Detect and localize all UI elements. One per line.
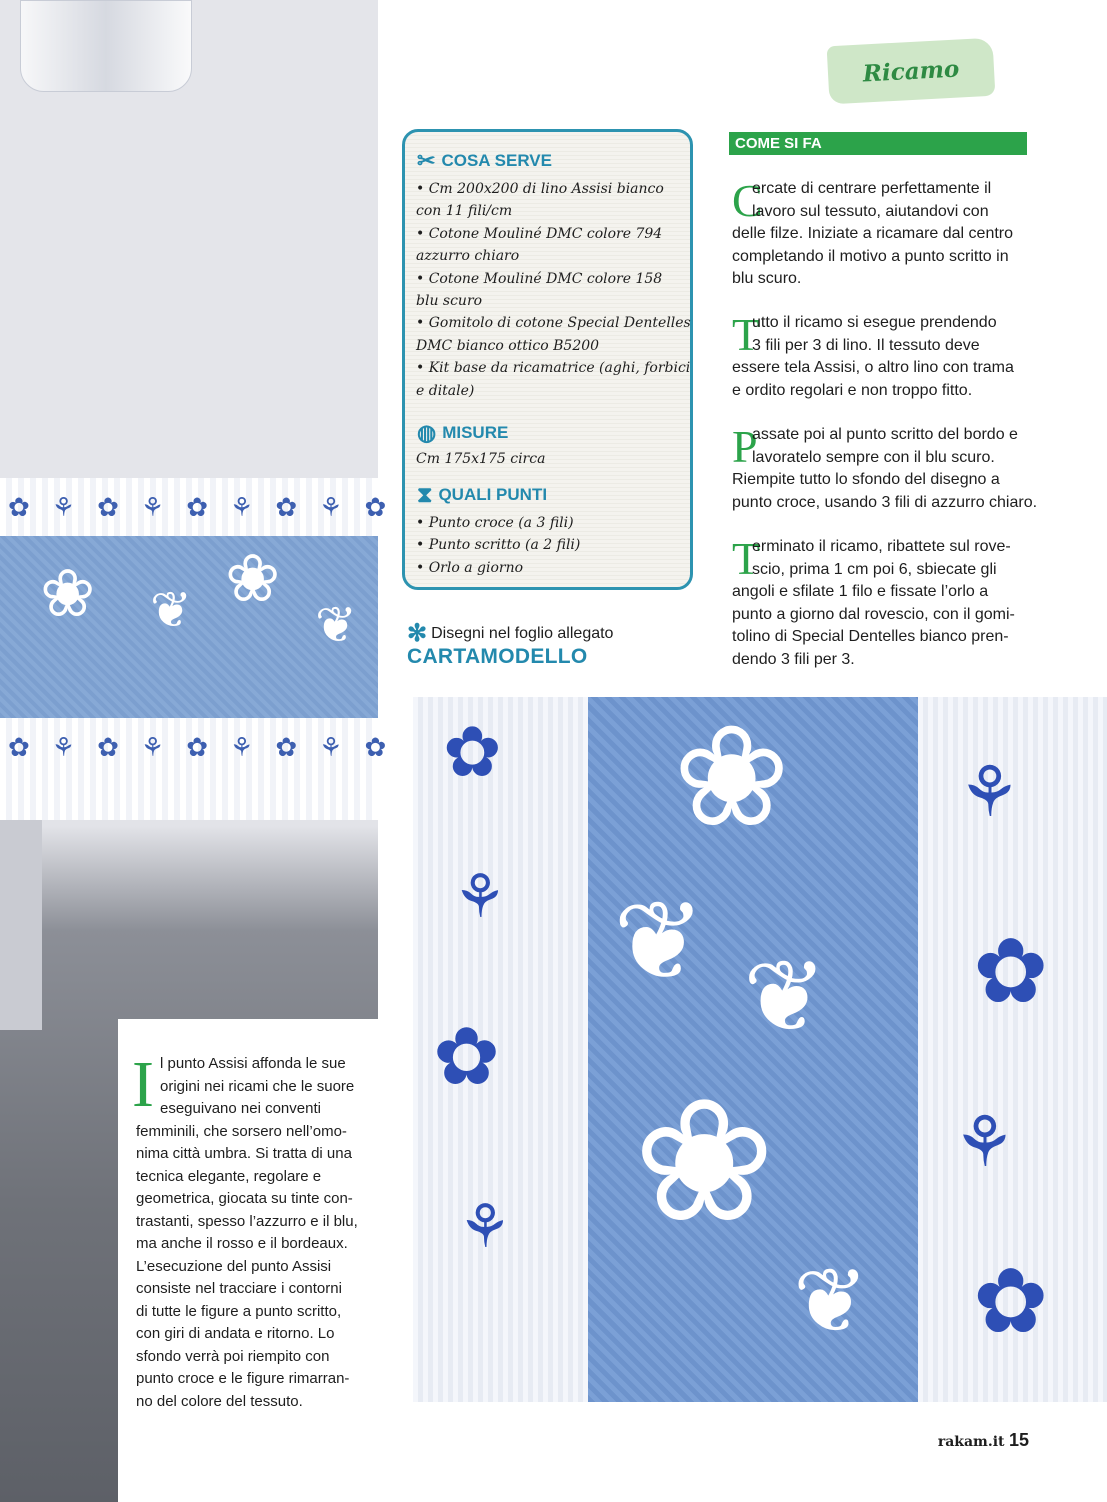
needed-line: • Gomitolo di cotone Special Dentelles [416,315,691,332]
glass-dish [20,0,192,92]
drop-cap: T [732,309,761,360]
text-line: consiste nel tracciare i contorni [136,1280,342,1297]
instructions-paragraph-3 [732,421,1038,514]
text-line: no del colore del tessuto. [136,1392,303,1410]
text-line: scio, prima 1 cm poi 6, sbiecate gli [752,560,997,578]
pattern-title: CARTAMODELLO [407,645,588,668]
drop-cap: I [132,1048,154,1121]
drop-cap: P [732,421,758,472]
needed-line: • Kit base da ricamatrice (aghi, forbici [416,360,691,377]
instructions-paragraph-2 [732,309,1028,402]
pattern-note [407,622,613,646]
embroidery-closeup-photo: ✿ ⚘ ✿ ⚘ ❀ ❦ ❦ ❀ ❦ ⚘ ✿ ⚘ ✿ [413,697,1107,1402]
page-folio [938,1430,1029,1451]
embroidered-border-top: ✿ ⚘ ✿ ⚘ ✿ ⚘ ✿ ⚘ ✿ [0,478,378,536]
text-line: con giri di andata e ritorno. Lo [136,1325,335,1342]
tape-measure-icon: ◍ [417,420,437,445]
embroidered-border-bottom: ✿ ⚘ ✿ ⚘ ✿ ⚘ ✿ ⚘ ✿ [0,718,378,778]
text-line: dendo 3 fili per 3. [732,650,855,668]
sidebar-text [136,1053,372,1413]
text-line: nima città umbra. Si tratta di una [136,1145,352,1162]
instructions-paragraph-1 [732,175,1028,291]
text-line: L’esecuzione del punto Assisi [136,1257,332,1275]
text-line: l punto Assisi affonda le sue [160,1055,346,1072]
stitch-item: • Punto croce (a 3 fili) [416,515,574,531]
instructions-paragraph-4 [732,533,1028,671]
text-line: essere tela Assisi, o altro lino con trama [732,359,1014,376]
site-name: rakam.it [937,1434,1005,1450]
text-line: sfondo verrà poi riempito con [136,1347,330,1365]
text-line: erminato il ricamo, ribattete sul rove- [752,538,1011,555]
text-line: utto il ricamo si esegue prendendo [752,314,997,331]
text-line: angoli e sfilate 1 filo e fissate l’orlo a [732,583,989,600]
needed-line: • Cm 200x200 di lino Assisi bianco [416,181,664,197]
text-line: ercate di centrare perfettamente il [752,180,992,197]
text-line: tolino di Special Dentelles bianco pren- [732,628,1009,645]
thread-spool-icon: ⧗ [417,482,433,507]
text-line: lavoratelo sempre con il blu scuro. [752,448,995,466]
asterisk-icon: ✻ [407,620,428,647]
page-number: 15 [1008,1430,1029,1450]
text-line: Riempite tutto lo sfondo del disegno a [732,471,1000,488]
text-line: 3 fili per 3 di lino. Il tessuto deve [752,336,980,354]
stitch-item: • Orlo a giorno [416,559,524,576]
section-tag [827,38,996,105]
tablecloth-hem [0,778,378,820]
needed-line: DMC bianco ottico B5200 [416,337,600,354]
needed-title: COSA SERVE [441,151,552,170]
text-line: ma anche il rosso e il bordeaux. [136,1235,348,1252]
needed-line: con 11 fili/cm [416,203,513,220]
text-line: punto a giorno dal rovescio, con il gomi- [732,605,1015,623]
needed-line: e ditale) [416,382,475,399]
text-line: geometrica, giocata su tinte con- [136,1190,353,1207]
stitch-item: • Punto scritto (a 2 fili) [416,537,581,554]
needed-list [416,178,691,402]
text-line: punto croce, usando 3 fili di azzurro chiaro. [732,493,1038,511]
materials-box [402,129,693,590]
text-line: delle filze. Iniziate a ricamare dal centro [732,225,1014,242]
text-line: lavoro sul tessuto, aiutandovi con [752,202,989,220]
needed-line: • Cotone Mouliné DMC colore 158 [416,270,663,287]
needed-line: • Cotone Mouliné DMC colore 794 [416,225,663,242]
section-tag-label: Ricamo [862,54,960,88]
text-line: assate poi al punto scritto del bordo e [752,426,1018,443]
scissors-icon: ✂ [417,148,436,173]
text-line: origini nei ricami che le suore [160,1077,355,1095]
text-line: completando il motivo a punto scritto in [732,247,1009,265]
text-line: punto croce e le figure rimarran- [136,1370,350,1387]
needed-line: blu scuro [416,293,483,310]
tablecloth-photo: ✿ ⚘ ✿ ⚘ ✿ ⚘ ✿ ⚘ ✿ ❀ ❦ ❀ ❦ ✿ ⚘ ✿ ⚘ ✿ ⚘ ✿ ⚘ ✿ [0,0,378,1502]
drop-cap: C [732,175,763,226]
text-line: femminili, che sorsero nell’omo- [136,1122,347,1140]
stitches-list [416,512,686,579]
text-line: eseguivano nei conventi [160,1100,321,1117]
history-sidebar [118,1019,380,1502]
size-value: Cm 175x175 circa [416,451,546,467]
text-line: e ordito regolari e non troppo fitto. [732,381,973,399]
text-line: trastanti, spesso l’azzurro e il blu, [136,1212,358,1230]
text-line: tecnica elegante, regolare e [136,1167,322,1185]
text-line: di tutte le figure a punto scritto, [136,1302,342,1320]
drop-cap: T [732,533,761,584]
pattern-note-text: Disegni nel foglio allegato [431,625,614,642]
needed-header [417,150,552,172]
stitches-title: QUALI PUNTI [438,485,548,504]
size-title: MISURE [442,423,509,442]
table-leg [0,820,42,1030]
stitches-header [417,484,547,506]
instructions-header: COME SI FA [729,132,1027,155]
text-line: blu scuro. [732,270,802,287]
needed-line: azzurro chiaro [416,248,520,265]
size-header [417,422,508,444]
